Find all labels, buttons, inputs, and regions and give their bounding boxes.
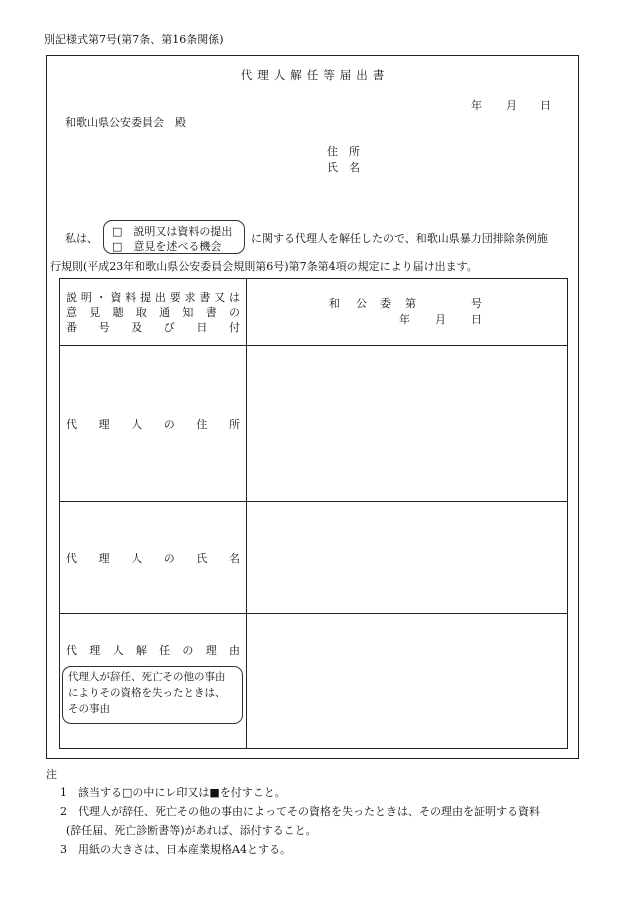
value-dai: 第 (405, 297, 416, 310)
form-number-note: 別記様式第7号(第7条、第16条関係) (44, 33, 224, 46)
label-char: 理 (98, 551, 110, 565)
value-go: 号 (471, 297, 482, 310)
label-char: ・ (95, 291, 107, 304)
request-document-label-cell (60, 279, 247, 346)
label-char: 通 (159, 306, 171, 319)
agent-name-value-cell[interactable] (247, 502, 568, 614)
label-char: 号 (98, 321, 110, 334)
statement-line-2: 行規則(平成23年和歌山県公安委員会規則第6号)第7条第4項の規定により届け出ます。 (50, 260, 478, 273)
label-char: の (163, 551, 175, 565)
label-char: の (163, 417, 175, 431)
agent-name-label (60, 550, 246, 566)
label-char: 理 (89, 644, 101, 657)
applicant-address-label: 住 所 (327, 145, 360, 158)
dismissal-reason-note: 代理人が辞任、死亡その他の事由 によりその資格を失ったときは、 その事由 (62, 666, 243, 724)
request-type-choices (103, 220, 245, 254)
label-char: 書 (205, 306, 217, 319)
label-char: 代 (66, 644, 77, 657)
dismissal-details-table (59, 278, 568, 749)
label-char: 聴 (112, 306, 124, 319)
label-char: 取 (135, 306, 147, 319)
table-row (60, 502, 568, 614)
label-char: 書 (199, 291, 211, 304)
label-char: 解 (135, 644, 147, 657)
dismissal-reason-label (66, 642, 240, 658)
value-wa: 和 (329, 297, 340, 310)
choice-opportunity-to-state-opinion[interactable]: □ 意見を述べる機会 (112, 240, 222, 253)
label-char: 人 (112, 644, 124, 657)
label-char: 要 (169, 291, 181, 304)
request-document-label-line-3 (66, 320, 240, 335)
note-item-2-continued: (辞任届、死亡診断書等)があれば、添付すること。 (66, 824, 317, 837)
agent-address-value-cell[interactable] (247, 346, 568, 502)
label-char: 意 (66, 306, 77, 319)
label-char: び (163, 321, 175, 334)
label-char: 付 (228, 321, 240, 334)
agent-address-label-cell (60, 346, 247, 502)
value-ko: 公 (356, 297, 367, 310)
choice-explanation-or-materials[interactable]: □ 説明又は資料の提出 (112, 225, 233, 238)
label-char: の (228, 306, 240, 319)
label-char: 人 (131, 417, 143, 431)
label-char: 求 (184, 291, 196, 304)
agent-name-label-cell (60, 502, 247, 614)
label-char: 資 (110, 291, 122, 304)
date-month-label: 月 (506, 99, 517, 112)
label-char: 人 (131, 551, 143, 565)
label-char: 料 (125, 291, 137, 304)
value-month: 月 (435, 313, 446, 326)
dismissal-reason-value-cell[interactable] (247, 614, 568, 749)
label-char: 由 (228, 644, 240, 657)
label-char: 任 (159, 644, 171, 657)
label-char: 住 (196, 417, 208, 431)
request-document-label-line-2 (66, 305, 240, 320)
value-i: 委 (380, 297, 391, 310)
label-char: 理 (98, 417, 110, 431)
date-year-label: 年 (471, 99, 482, 112)
request-document-value-cell[interactable] (247, 279, 568, 346)
label-char: の (182, 644, 194, 657)
date-day-label: 日 (540, 99, 551, 112)
label-char: 及 (131, 321, 143, 334)
label-char: 知 (182, 306, 194, 319)
dismissal-reason-label-cell (60, 614, 247, 749)
label-char: 出 (154, 291, 166, 304)
value-day: 日 (471, 313, 482, 326)
label-char: 代 (66, 417, 77, 431)
label-char: 提 (140, 291, 152, 304)
label-char: 説 (66, 291, 77, 304)
note-item-2: 2 代理人が辞任、死亡その他の事由によってその資格を失ったときは、その理由を証明する資料 (60, 805, 540, 818)
table-row (60, 346, 568, 502)
notes-heading: 注 (46, 768, 57, 781)
value-year: 年 (399, 313, 410, 326)
label-char: 理 (205, 644, 217, 657)
agent-address-label (60, 416, 246, 432)
label-char: 又 (214, 291, 226, 304)
label-char: 所 (228, 417, 240, 431)
note-item-3: 3 用紙の大きさは、日本産業規格A4とする。 (60, 843, 291, 856)
label-char: 代 (66, 551, 77, 565)
form-title: 代理人解任等届出書 (240, 68, 390, 82)
label-char: 見 (89, 306, 101, 319)
table-row (60, 279, 568, 346)
label-char: 番 (66, 321, 77, 334)
label-char: 日 (196, 321, 208, 334)
applicant-name-label: 氏 名 (327, 161, 360, 174)
label-char: 氏 (196, 551, 208, 565)
statement-prefix: 私は、 (65, 232, 98, 245)
statement-line-1: に関する代理人を解任したので、和歌山県暴力団排除条例施 (251, 232, 548, 245)
label-char: は (228, 291, 240, 304)
label-char: 名 (228, 551, 240, 565)
label-char: 明 (80, 291, 92, 304)
addressee: 和歌山県公安委員会 殿 (65, 116, 186, 129)
request-document-label-line-1 (66, 290, 240, 305)
note-item-1: 1 該当する□の中にレ印又は■を付すこと。 (60, 786, 286, 799)
table-row (60, 614, 568, 749)
